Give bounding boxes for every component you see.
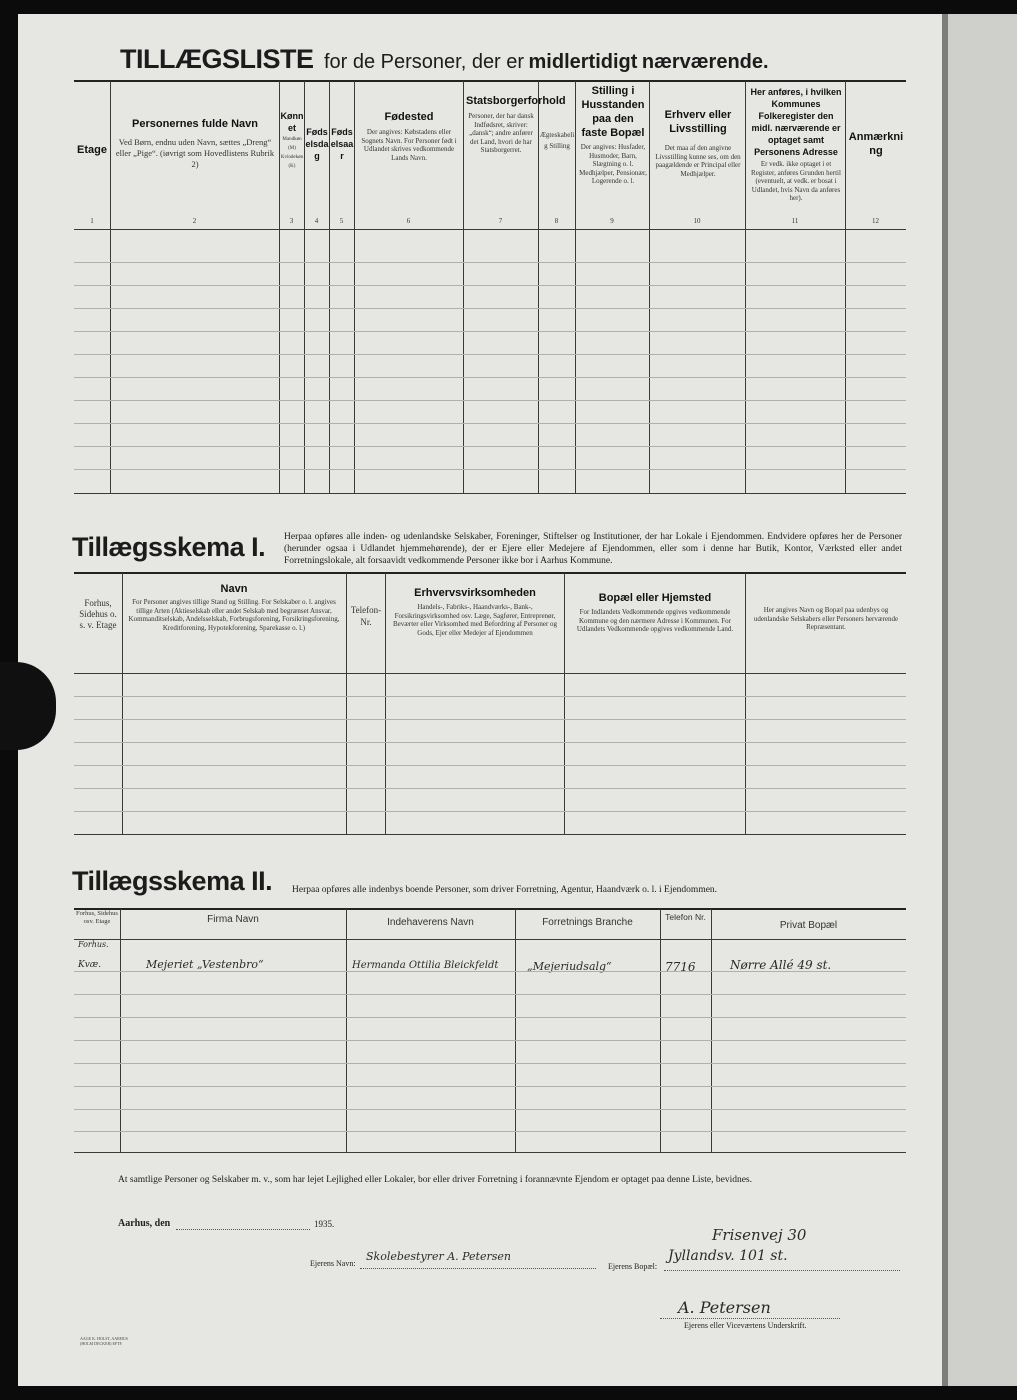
col-number: 1 bbox=[90, 217, 94, 225]
col-number: 12 bbox=[872, 217, 879, 225]
row-telefon: 7716 bbox=[665, 960, 696, 974]
col-fodested-header: Fødested Der angives: Købstadens eller Sognets Navn. For Personer født i Udlandet skrives vedkommende Lands Navn. bbox=[361, 111, 457, 162]
col-anmaerkning-header: Anmærkning bbox=[848, 131, 904, 157]
col-statsborger-header: Statsborgerforhold Personer, der har dansk Indfødsret, skriver: „dansk“; andre anfører det Land, hvori de har Statsborgerret. bbox=[466, 95, 566, 154]
page-title bbox=[120, 44, 769, 75]
col-number: 9 bbox=[610, 217, 614, 225]
skema2-col-branche: Forretnings Branche bbox=[542, 917, 633, 928]
skema1-intro: Herpaa opføres alle inden- og udenlandske Selskaber, Foreninger, Stiftelser og Institutioner, der har Lokale i Ejendommen. Endvidere opføres her de Personer (herunder ogsaa i Udlandet hjemmehørende), der er Ejere eller Medejere af Ejendommen, eller som i denne har Butik, Kontor, Værksted eller andet Forretningslokale, alt forsaavidt vedkommende Personer ikke bor i Aarhus Kommune. bbox=[284, 532, 902, 566]
col-number: 10 bbox=[693, 217, 701, 225]
col-husstand-header: Stilling i Husstanden paa den faste Bopæl Der angives: Husfader, Husmoder, Barn, Slægtning o. l. Medhjælper, Pensionær, Logerende o. l. bbox=[579, 85, 647, 185]
col-number: 11 bbox=[791, 217, 799, 225]
row-etage-2: Kvæ. bbox=[78, 960, 102, 970]
footer-year: 1935. bbox=[314, 1219, 335, 1229]
row-branche: „Mejeriudsalg“ bbox=[527, 960, 612, 973]
skema1-col-navn: Navn For Personer angives tillige Stand og Stilling. For Selskaber o. l. angives tillige Arten (Aktieselskab eller andet Selskab med begrænset Ansvar, Kommanditselskab, Andelsselskab, Forbrugsforening, Forsikringsforening, Kreditforening, Hypotekforening, Sparekasse o. l.) bbox=[128, 583, 340, 632]
footer-city: Aarhus, den bbox=[118, 1218, 171, 1229]
col-number: 8 bbox=[554, 217, 559, 225]
owner-name-label: Ejerens Navn: bbox=[310, 1259, 356, 1268]
title-mid: for de Personer, der er bbox=[323, 51, 525, 73]
col-number: 3 bbox=[289, 217, 294, 225]
col-navn-header: Personernes fulde Navn Ved Børn, endnu uden Navn, sættes „Dreng“ eller „Pige“. (iøvrigt som Hovedlistens Rubrik 2) bbox=[115, 118, 275, 169]
owner-addr-value-2: Jyllandsv. 101 st. bbox=[668, 1248, 788, 1264]
col-number: 4 bbox=[314, 217, 319, 225]
skema2-col-etage: Forhus, Sidehus osv. Etage bbox=[76, 910, 118, 925]
row-etage-1: Forhus. bbox=[78, 940, 109, 949]
col-number: 5 bbox=[339, 217, 344, 225]
title-bold: midlertidigt bbox=[528, 51, 638, 73]
skema1-title: Tillægsskema I. bbox=[72, 532, 266, 562]
skema2-title: Tillægsskema II. bbox=[72, 866, 273, 896]
skema2-col-indehaver: Indehaverens Navn bbox=[387, 917, 474, 928]
owner-addr-label: Ejerens Bopæl: bbox=[608, 1262, 658, 1271]
col-folkeregister-header: Her anføres, i hvilken Kommunes Folkeregister den midl. nærværende er optaget samt Personens Adresse Er vedk. ikke optaget i et Register, anføres Grunden hertil (eventuelt, at vedk. er bosat i Udlandet, hvis Navn da anføres her). bbox=[750, 87, 842, 202]
skema1-col-etage: Forhus, Sidehus o. s. v. Etage bbox=[79, 598, 117, 630]
col-konnet-header: Kønnet Mandkøn (M) Kvindekøn (K) bbox=[280, 111, 304, 169]
printer-imprint: AAGE K. HOLST, AARHUS (HOLM DECKER) EFTF. bbox=[80, 1336, 128, 1346]
footer-statement: At samtlige Personer og Selskaber m. v., som har lejet Lejlighed eller Lokaler, bor eller driver Forretning i forannævnte Ejendom er optaget paa denne Liste, bevidnes. bbox=[118, 1175, 752, 1185]
skema2-col-bopael: Privat Bopæl bbox=[779, 920, 838, 931]
row-indehaver: Hermanda Ottilia Bleickfeldt bbox=[352, 960, 499, 971]
title-main: TILLÆGSLISTE bbox=[120, 44, 314, 74]
signature-label: Ejerens eller Viceværtens Underskrift. bbox=[684, 1321, 807, 1330]
col-number: 7 bbox=[498, 217, 503, 225]
skema2-col-telefon: Telefon Nr. bbox=[665, 912, 706, 922]
skema1-col-bopael: Bopæl eller Hjemsted For Indlandets Vedkommende opgives vedkommende Kommune og den nærmere Adresse i Kommunen. For Udlandets Vedkommende opgives vedkommende Land. bbox=[576, 592, 734, 633]
owner-name-value: Skolebestyrer A. Petersen bbox=[366, 1250, 511, 1263]
book-spine bbox=[942, 14, 948, 1386]
title-end: nærværende. bbox=[641, 51, 769, 73]
col-aegteskab-header: Ægteskabelig Stilling bbox=[539, 131, 575, 150]
col-number: 6 bbox=[406, 217, 411, 225]
col-etage-header: Etage bbox=[77, 144, 107, 156]
skema1-col-repraesentant: Her angives Navn og Bopæl paa udenbys og udenlandske Selskabers eller Personers herværende Repræsentant. bbox=[753, 606, 899, 631]
col-fodselsaar-header: Fødselsaar bbox=[330, 127, 354, 161]
skema2-intro: Herpaa opføres alle indenbys boende Personer, som driver Forretning, Agentur, Haandværk o. l. i Ejendommen. bbox=[292, 885, 718, 895]
row-firma: Mejeriet „Vestenbro“ bbox=[146, 958, 264, 971]
col-fodselsdag-header: Fødselsdag bbox=[305, 127, 329, 161]
owner-signature: A. Petersen bbox=[678, 1298, 771, 1317]
skema1-col-telefon: Telefon-Nr. bbox=[350, 605, 382, 627]
col-number: 2 bbox=[192, 217, 197, 225]
owner-addr-value-1: Frisenvej 30 bbox=[712, 1226, 807, 1244]
adjacent-page-edge bbox=[942, 14, 1017, 1386]
skema1-col-erhverv: Erhvervsvirksomheden Handels-, Fabriks-, Haandværks-, Bank-, Forsikringsvirksomhed osv. Læge, Sagfører, Entreprenør, Beværter eller Virksomhed med Befordring af Personer og Gods, Ejer eller Medejer af Ejendommen bbox=[392, 587, 558, 637]
row-bopael: Nørre Allé 49 st. bbox=[730, 958, 832, 972]
skema2-col-firma: Firma Navn bbox=[207, 914, 259, 925]
col-erhverv-header: Erhverv eller Livsstilling Det maa af den angivne Livsstilling kunne ses, om den paagældende er Principal eller Medhjælper. bbox=[655, 109, 741, 178]
